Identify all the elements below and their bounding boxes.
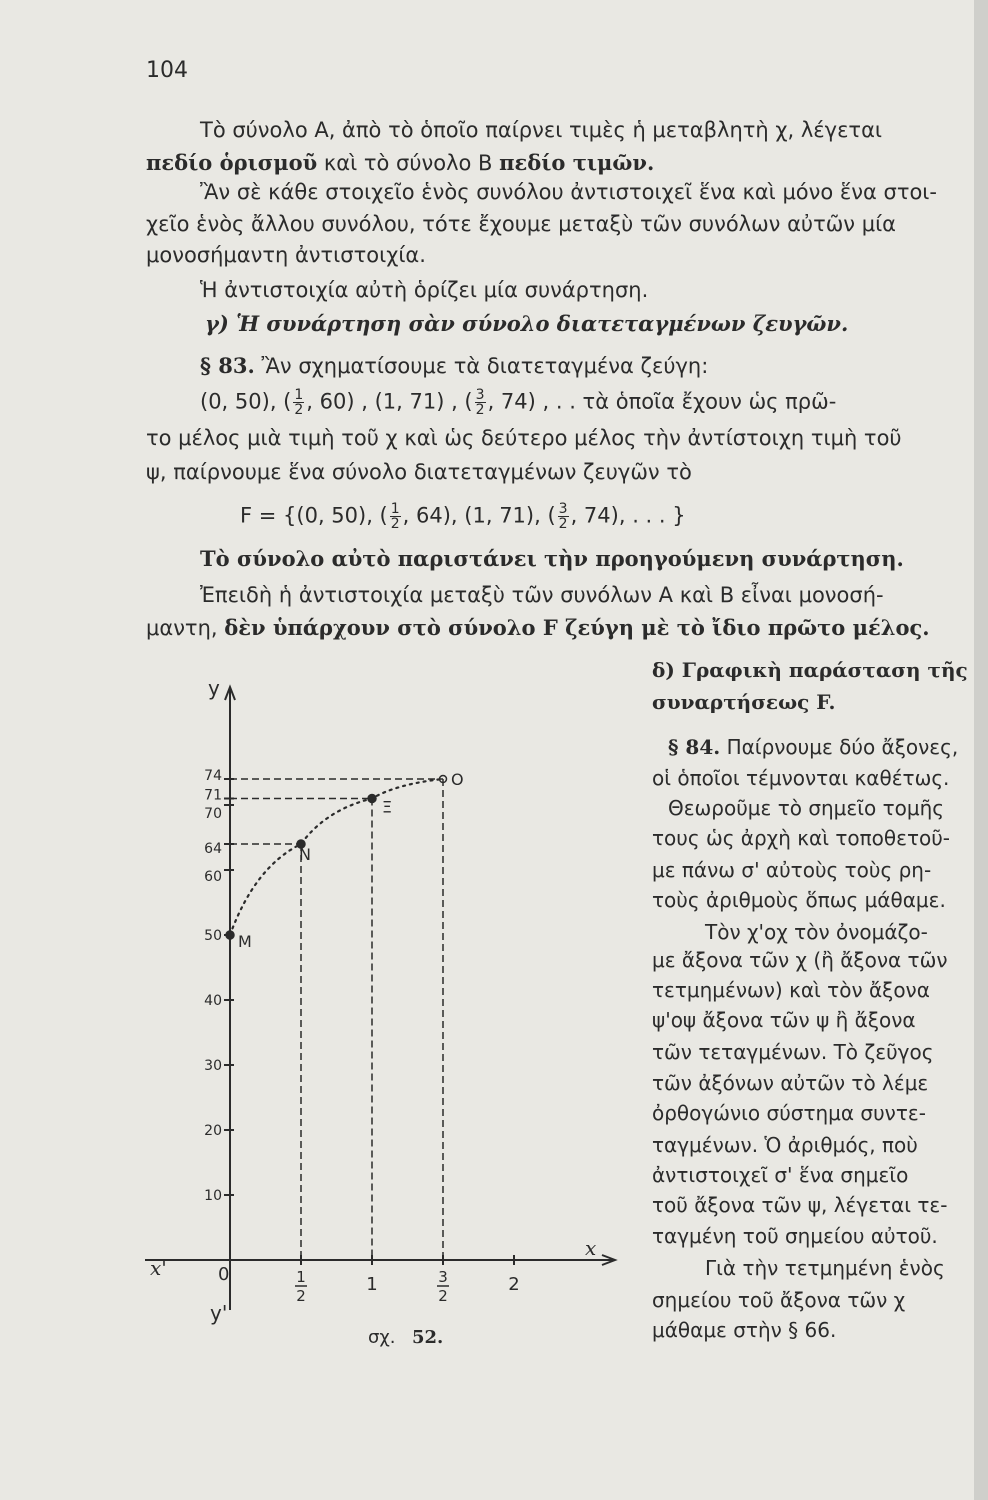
point-label: O <box>451 770 464 789</box>
y-tick-label: 70 <box>204 806 222 822</box>
text-span: (0, 50), ( <box>200 389 292 414</box>
column-text: Γιὰ τὴν τετμημένη ἑνὸς <box>705 1256 945 1280</box>
function-graph <box>140 675 620 1355</box>
text-line <box>146 152 654 174</box>
page-number: 104 <box>146 58 188 83</box>
text-span: F = {(0, 50), ( <box>240 503 388 528</box>
point-label: N <box>299 845 311 864</box>
column-text-line <box>652 1103 926 1123</box>
fraction-three-halves <box>558 502 569 531</box>
bold-statement: Τὸ σύνολο αὐτὸ παριστάνει τὴν προηγούμενη συνάρτηση. <box>200 546 904 571</box>
column-text-line <box>652 1135 918 1155</box>
column-text-line <box>705 922 928 942</box>
y-tick-label: 10 <box>204 1188 222 1204</box>
text-span: μαντη, <box>146 616 225 640</box>
fraction-numerator: 1 <box>390 501 400 517</box>
fraction-numerator: 3 <box>558 501 568 517</box>
column-text: ψ'οψ ἄξονα τῶν ψ ἢ ἄξονα <box>652 1008 916 1032</box>
section-heading-gamma: γ) Ἡ συνάρτηση σὰν σύνολο διατεταγμένων ζευγῶν. <box>205 311 849 336</box>
y-tick-label: 30 <box>204 1058 222 1074</box>
text-line: ψ, παίρνουμε ἕνα σύνολο διατεταγμένων ζευγῶν τὸ <box>146 460 692 484</box>
column-text: ταγμένη τοῦ σημείου αὐτοῦ. <box>652 1224 938 1248</box>
point-label: M <box>238 932 252 951</box>
point-label: Ξ <box>382 797 393 817</box>
fraction-denominator: 2 <box>558 516 568 532</box>
column-text-line <box>652 890 946 910</box>
column-text-line <box>652 1073 928 1093</box>
column-text-line <box>652 1290 905 1310</box>
column-text-line <box>652 1165 908 1185</box>
x-tick-label: 1 <box>366 1274 378 1295</box>
column-text-line <box>705 1258 945 1278</box>
text-line: Ἐπειδὴ ἡ ἀντιστοιχία μεταξὺ τῶν συνόλων Α καὶ Β εἶναι μονοσή- <box>200 583 884 607</box>
column-text: Τὸν χ'οχ τὸν ὀνομάζο- <box>705 920 928 944</box>
column-text: τοὺς ἀριθμοὺς ὅπως μάθαμε. <box>652 888 946 912</box>
fraction-numerator: 1 <box>294 387 304 403</box>
column-text: τοῦ ἄξονα τῶν ψ, λέγεται τε- <box>652 1193 948 1217</box>
pairs-line <box>200 388 836 417</box>
column-text: μάθαμε στὴν § 66. <box>652 1318 837 1342</box>
fraction-numerator: 3 <box>475 387 485 403</box>
figure-caption-number: 52. <box>412 1327 444 1348</box>
x-tick-fraction-denominator: 2 <box>296 1287 306 1305</box>
column-text: Παίρνουμε δύο ἄξονες, <box>720 735 959 759</box>
column-text-line <box>652 950 948 970</box>
column-text-line <box>668 737 958 757</box>
column-text: με ἄξονα τῶν χ (ἢ ἄξονα τῶν <box>652 948 948 972</box>
fraction-half <box>293 388 304 417</box>
set-line <box>240 502 686 531</box>
column-text-line <box>652 1226 938 1246</box>
data-point <box>226 931 234 939</box>
column-text: ἀντιστοιχεῖ σ' ἕνα σημεῖο <box>652 1163 909 1187</box>
y-axis-negative-label: y' <box>210 1301 228 1325</box>
y-tick-label: 74 <box>204 768 222 784</box>
text-line: Ἡ ἀντιστοιχία αὐτὴ ὁρίζει μία συνάρτηση. <box>200 278 649 302</box>
column-text-line <box>652 768 949 788</box>
column-text: σημείου τοῦ ἄξονα τῶν χ <box>652 1288 906 1312</box>
fraction-three-halves <box>475 388 486 417</box>
origin-label: 0 <box>218 1264 230 1285</box>
section-heading-delta: συναρτήσεως F. <box>652 690 836 714</box>
y-tick-label: 40 <box>204 993 222 1009</box>
y-tick-label: 50 <box>204 928 222 944</box>
text-line <box>146 617 930 639</box>
text-line: μονοσήμαντη ἀντιστοιχία. <box>146 243 426 267</box>
y-tick-label: 60 <box>204 869 222 885</box>
text-span: Ἂν σχηματίσουμε τὰ διατεταγμένα ζεύγη: <box>254 354 709 378</box>
column-text-line <box>668 798 944 818</box>
column-text-line <box>652 1042 933 1062</box>
fraction-denominator: 2 <box>294 402 304 418</box>
data-point <box>368 795 376 803</box>
text-line: το μέλος μιὰ τιμὴ τοῦ χ καὶ ὡς δεύτερο μέλος τὴν ἀντίστοιχη τιμὴ τοῦ <box>146 426 902 450</box>
x-axis-label: x <box>585 1236 597 1260</box>
column-text: Θεωροῦμε τὸ σημεῖο τομῆς <box>668 796 944 820</box>
x-tick-fraction-numerator: 1 <box>296 1268 306 1286</box>
column-text: με πάνω σ' αὐτοὺς τοὺς ρη- <box>652 858 932 882</box>
column-text: ὀρθογώνιο σύστημα συντε- <box>652 1101 926 1125</box>
column-text-line <box>652 860 931 880</box>
term-domain: πεδίο ὁρισμοῦ <box>146 150 318 175</box>
x-tick-fraction-denominator: 2 <box>438 1287 448 1305</box>
text-line: χεῖο ἑνὸς ἄλλου συνόλου, τότε ἔχουμε μεταξὺ τῶν συνόλων αὐτῶν μία <box>146 212 897 236</box>
text-span: καὶ τὸ σύνολο Β <box>317 151 500 175</box>
text-span: , 60) , (1, 71) , ( <box>306 389 473 414</box>
fraction-half <box>390 502 401 531</box>
figure-caption-prefix: σχ. <box>368 1327 396 1348</box>
column-text-line <box>652 828 950 848</box>
paragraph-mark-84: § 84. <box>668 735 721 759</box>
column-text-line <box>652 1195 947 1215</box>
column-text-line <box>652 1320 836 1340</box>
text-line <box>200 355 708 377</box>
function-curve <box>230 779 443 935</box>
column-text-line <box>652 980 930 1000</box>
text-span: , 64), (1, 71), ( <box>402 503 556 528</box>
page-edge <box>974 0 988 1500</box>
x-tick-fraction-numerator: 3 <box>438 1268 448 1286</box>
text-span: , 74), . . . } <box>570 503 686 528</box>
text-line: Τὸ σύνολο Α, ἀπὸ τὸ ὁποῖο παίρνει τιμὲς ἡ μεταβλητὴ χ, λέγεται <box>200 118 883 142</box>
section-heading-delta: δ) Γραφικὴ παράσταση τῆς <box>652 658 968 682</box>
column-text: τους ὡς ἀρχὴ καὶ τοποθετοῦ- <box>652 826 951 850</box>
x-axis-negative-label: x' <box>150 1256 167 1280</box>
column-text: τῶν τεταγμένων. Τὸ ζεῦγος <box>652 1040 934 1064</box>
column-text-line <box>652 1010 916 1030</box>
fraction-denominator: 2 <box>390 516 400 532</box>
column-text: ταγμένων. Ὁ ἀριθμός, ποὺ <box>652 1133 918 1157</box>
column-text: τῶν ἀξόνων αὐτῶν τὸ λέμε <box>652 1071 929 1095</box>
paragraph-mark-83: § 83. <box>200 353 255 378</box>
y-tick-label: 71 <box>204 787 222 804</box>
bold-span: δὲν ὑπάρχουν στὸ σύνολο F ζεύγη μὲ τὸ ἴδιο πρῶτο μέλος. <box>224 615 930 640</box>
column-text: τετμημένων) καὶ τὸν ἄξονα <box>652 978 930 1002</box>
y-axis-label: y <box>208 676 220 700</box>
y-tick-label: 20 <box>204 1123 222 1139</box>
term-range: πεδίο τιμῶν. <box>499 150 655 175</box>
fraction-denominator: 2 <box>475 402 485 418</box>
text-line: Ἂν σὲ κάθε στοιχεῖο ἑνὸς συνόλου ἀντιστοιχεῖ ἕνα καὶ μόνο ἕνα στοι- <box>200 180 937 204</box>
text-span: , 74) , . . τὰ ὁποῖα ἔχουν ὡς πρῶ- <box>487 389 837 414</box>
x-tick-label: 2 <box>508 1274 520 1295</box>
column-text: οἱ ὁποῖοι τέμνονται καθέτως. <box>652 766 950 790</box>
y-tick-label: 64 <box>204 841 222 857</box>
